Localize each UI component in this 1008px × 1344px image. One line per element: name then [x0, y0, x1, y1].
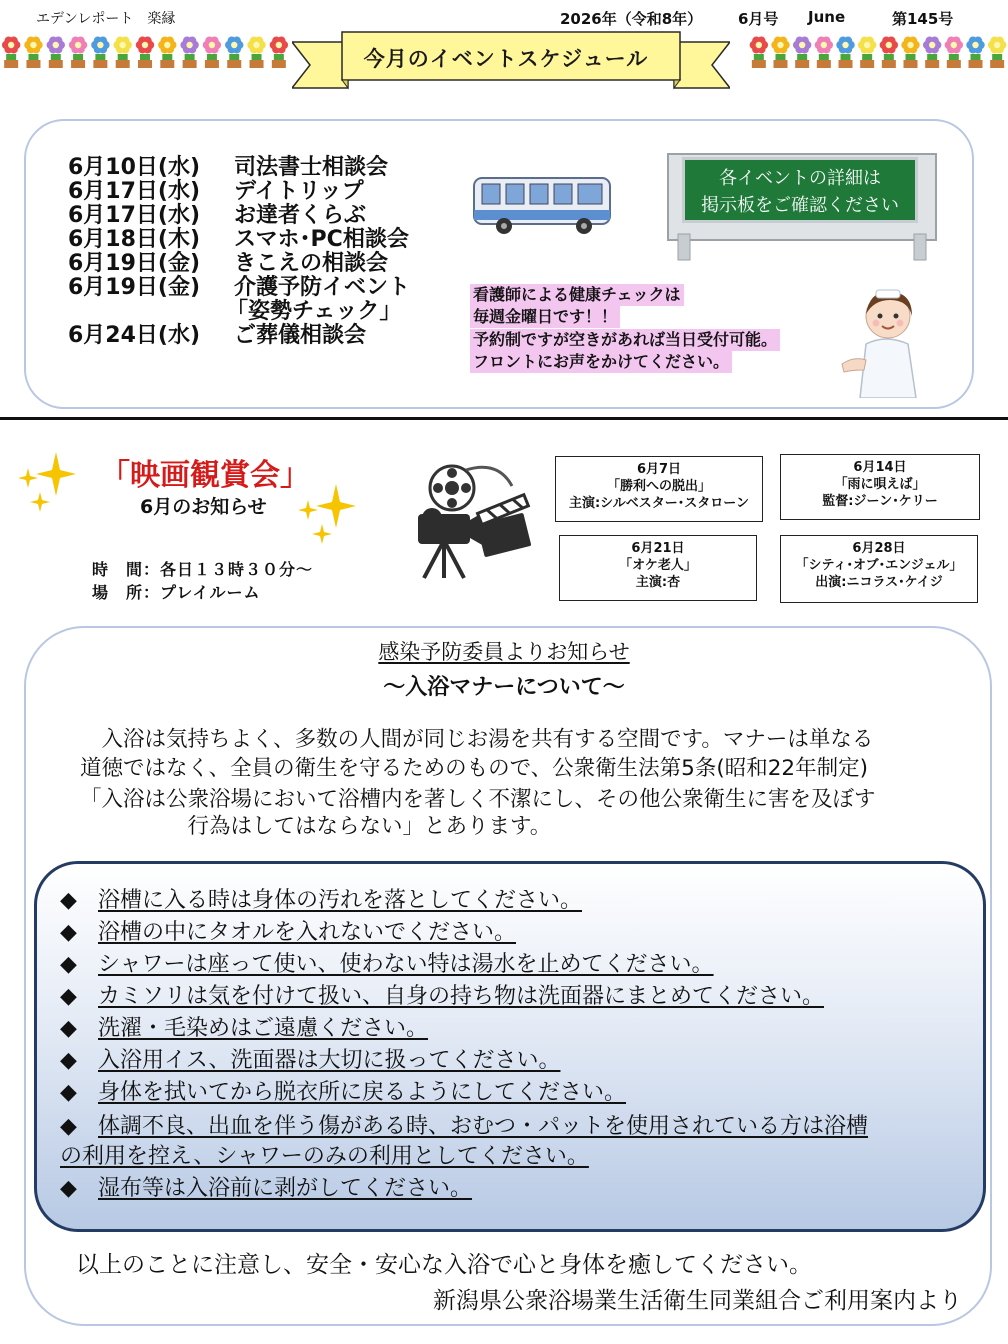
- movie-title: 「オケ老人」: [619, 558, 697, 573]
- bullet-icon: ◆: [60, 1016, 77, 1041]
- flower-icon: [113, 36, 131, 68]
- flower-icon: [136, 36, 154, 68]
- event-row: [68, 300, 401, 324]
- film-camera-icon: [402, 458, 534, 580]
- closing-message: 以上のことに注意し、安全・安心な入浴で心と身体を癒してください。: [76, 1252, 812, 1278]
- flower-icon: [91, 36, 109, 68]
- bullet-icon: ◆: [60, 1114, 77, 1139]
- movie-credit: 出演:ニコラス･ケイジ: [815, 575, 943, 590]
- movie-card: [555, 456, 763, 522]
- rule-text: 湿布等は入浴前に剥がしてください。: [98, 1176, 473, 1201]
- nurse-icon: [836, 286, 936, 398]
- intro-line: 道徳ではなく、全員の衛生を守るためのもので、公衆衛生法第5条(昭和22年制定): [80, 756, 868, 781]
- rule-text: の利用を控え、シャワーのみの利用としてください。: [60, 1144, 589, 1169]
- event-row: [68, 180, 364, 204]
- movie-date: 6月21日: [631, 541, 685, 556]
- event-row: [68, 252, 388, 276]
- flower-icon: [836, 36, 854, 68]
- flower-icon: [203, 36, 221, 68]
- event-name: お達者くらぶ: [234, 203, 367, 228]
- flower-icon: [771, 36, 789, 68]
- publication-name: エデンレポート 楽縁: [36, 11, 176, 27]
- event-name: ご葬儀相談会: [234, 323, 367, 348]
- movie-date: 6月14日: [853, 460, 907, 475]
- committee-notice-text: 感染予防委員よりお知らせ: [378, 640, 630, 664]
- rule-item: [60, 1014, 428, 1044]
- rule-item-continued: [60, 1142, 589, 1172]
- flower-icon: [247, 36, 265, 68]
- flower-icon: [158, 36, 176, 68]
- nurse-note: 看護師による健康チェックは: [470, 284, 684, 306]
- notice-board-line: 各イベントの詳細は: [719, 168, 881, 189]
- rule-text: 洗濯・毛染めはご遠慮ください。: [98, 1016, 429, 1041]
- rule-text: 浴槽に入る時は身体の汚れを落としてください。: [98, 888, 583, 913]
- event-date: 6月18日(木): [68, 227, 201, 252]
- bullet-icon: ◆: [60, 984, 77, 1009]
- bullet-icon: ◆: [60, 952, 77, 977]
- movie-section-subtitle: 6月のお知らせ: [140, 496, 267, 518]
- event-date: 6月24日(水): [68, 323, 201, 348]
- flower-icon: [793, 36, 811, 68]
- source-credit: 新潟県公衆浴場業生活衛生同業組合ご利用案内より: [433, 1288, 962, 1314]
- rule-text: シャワーは座って使い、使わない特は湯水を止めてください。: [98, 952, 714, 977]
- event-date: 6月10日(水): [68, 155, 201, 180]
- event-date: 6月19日(金): [68, 275, 201, 300]
- flower-icon: [923, 36, 941, 68]
- movie-section-title: 「映画観賞会」: [100, 458, 310, 493]
- movie-time: 時 間：各日１３時３０分～: [92, 560, 314, 579]
- movie-date: 6月28日: [852, 541, 906, 556]
- flower-icon: [47, 36, 65, 68]
- event-name: 司法書士相談会: [234, 155, 389, 180]
- flower-icon: [945, 36, 963, 68]
- flower-icon: [815, 36, 833, 68]
- event-row: [68, 156, 388, 180]
- event-row: [68, 276, 410, 300]
- nurse-note: フロントにお声をかけてください。: [470, 351, 732, 373]
- flower-border-right: [748, 32, 1008, 68]
- movie-credit: 監督:ジーン･ケリー: [822, 494, 938, 509]
- bullet-icon: ◆: [60, 888, 77, 913]
- flower-icon: [270, 36, 288, 68]
- rule-text: 浴槽の中にタオルを入れないでください。: [98, 920, 517, 945]
- notice-board: [682, 157, 918, 223]
- intro-line: 「入浴は公衆浴場において浴槽内を著しく不潔にし、その他公衆衛生に害を及ぼす: [80, 787, 876, 812]
- rule-item: [60, 1112, 868, 1142]
- event-date: 6月17日(水): [68, 179, 201, 204]
- rule-text: 身体を拭いてから脱衣所に戻るようにしてください。: [98, 1080, 627, 1105]
- flower-icon: [966, 36, 984, 68]
- rule-item: [60, 886, 582, 916]
- sparkle-icon: [16, 448, 80, 512]
- flower-icon: [750, 36, 768, 68]
- rule-item: [60, 1078, 626, 1108]
- movie-card: [780, 535, 978, 603]
- rule-item: [60, 918, 516, 948]
- movie-card: [780, 454, 980, 520]
- rule-item: [60, 1174, 472, 1204]
- bullet-icon: ◆: [60, 920, 77, 945]
- banner-title: 今月のイベントスケジュール: [363, 47, 649, 71]
- flower-icon: [880, 36, 898, 68]
- bullet-icon: ◆: [60, 1048, 77, 1073]
- movie-place: 場 所：プレイルーム: [92, 583, 261, 602]
- nurse-note: 予約制ですが空きがあれば当日受付可能。: [470, 329, 780, 351]
- event-name: 介護予防イベント: [234, 275, 411, 300]
- event-name: デイトリップ: [234, 179, 364, 204]
- movie-credit: 主演:シルベスター･スタローン: [568, 496, 750, 511]
- flower-icon: [858, 36, 876, 68]
- bus-icon: [472, 172, 614, 236]
- event-row: [68, 204, 366, 228]
- intro-line: 入浴は気持ちよく、多数の人間が同じお湯を共有する空間です。マナーは単なる: [80, 727, 874, 752]
- issue-number: 第145号: [892, 10, 954, 28]
- movie-title: 「シティ･オブ･エンジェル」: [795, 558, 963, 573]
- issue-month-en: June: [808, 8, 846, 26]
- flower-icon: [69, 36, 87, 68]
- event-row: [68, 324, 366, 348]
- flower-border-left: [0, 32, 290, 68]
- flower-icon: [901, 36, 919, 68]
- issue-year: 2026年（令和8年）: [560, 10, 703, 28]
- notice-board-line: 掲示板をご確認ください: [701, 195, 899, 216]
- bullet-icon: ◆: [60, 1176, 77, 1201]
- movie-card: [559, 535, 757, 601]
- flower-icon: [2, 36, 20, 68]
- event-row: [68, 228, 409, 252]
- intro-line: 行為はしてはならない」とあります。: [80, 814, 552, 839]
- rule-item: [60, 950, 714, 980]
- nurse-note: 毎週金曜日です！！: [470, 306, 620, 328]
- event-name: スマホ･PC相談会: [234, 227, 409, 252]
- event-date: 6月19日(金): [68, 251, 201, 276]
- bath-manners-heading: ～入浴マナーについて～: [383, 675, 625, 700]
- flower-icon: [24, 36, 42, 68]
- rule-item: [60, 1046, 560, 1076]
- movie-title: 「勝利への脱出」: [606, 479, 711, 494]
- flower-icon: [988, 36, 1006, 68]
- flower-icon: [180, 36, 198, 68]
- event-name: 「姿勢チェック」: [226, 299, 402, 324]
- rule-item: [60, 982, 824, 1012]
- committee-notice: [0, 636, 1008, 666]
- movie-credit: 主演:杏: [635, 575, 681, 590]
- movie-title: 「雨に唄えば」: [834, 477, 926, 492]
- flower-icon: [225, 36, 243, 68]
- rule-text: 体調不良、出血を伴う傷がある時、おむつ・パットを使用されている方は浴槽: [98, 1114, 869, 1139]
- issue-month: 6月号: [738, 10, 779, 28]
- rule-text: カミソリは気を付けて扱い、自身の持ち物は洗面器にまとめてください。: [98, 984, 825, 1009]
- section-divider: [0, 417, 1008, 420]
- bullet-icon: ◆: [60, 1080, 77, 1105]
- rule-text: 入浴用イス、洗面器は大切に扱ってください。: [98, 1048, 561, 1073]
- movie-date: 6月7日: [636, 462, 682, 477]
- event-date: 6月17日(水): [68, 203, 201, 228]
- event-name: きこえの相談会: [234, 251, 389, 276]
